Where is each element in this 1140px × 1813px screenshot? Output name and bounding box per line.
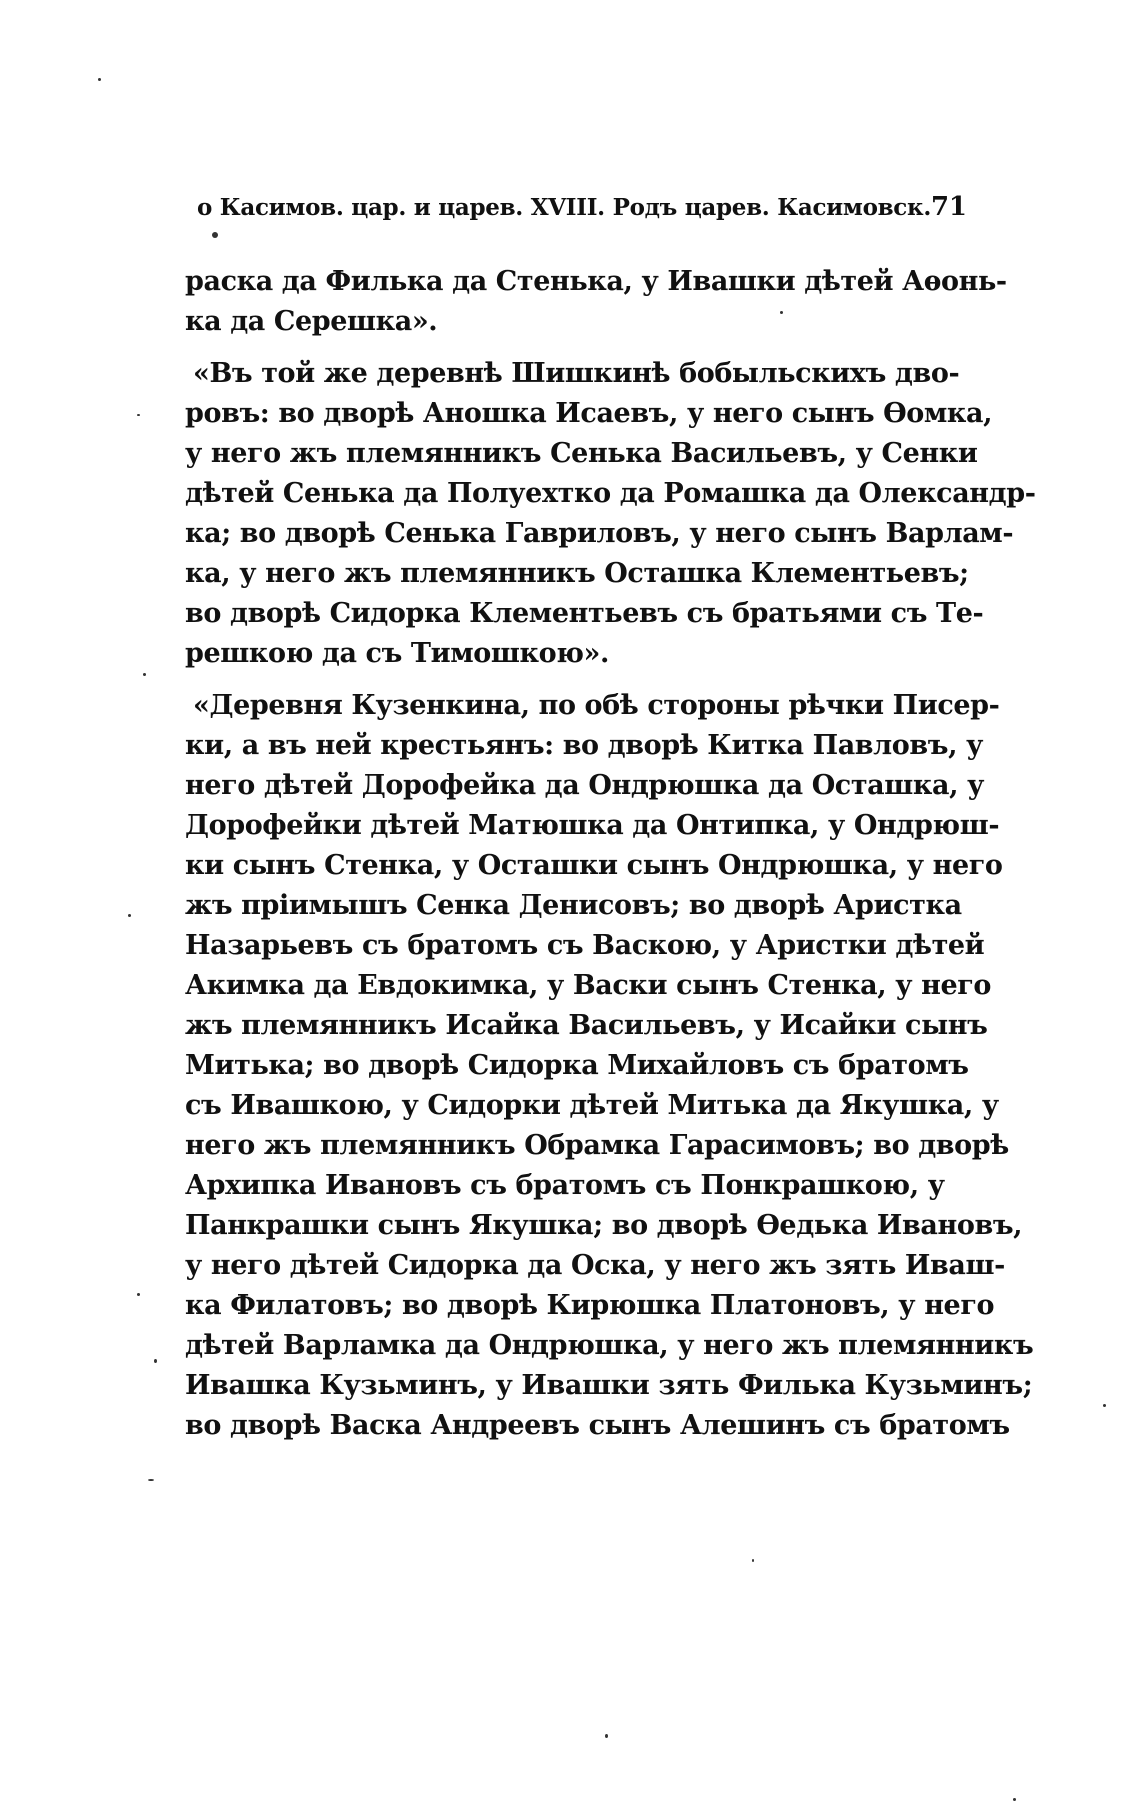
text-line: Архипка Ивановъ съ братомъ съ Понкрашкою, у xyxy=(185,1170,945,1201)
text-line: ка; во дворѣ Сенька Гавриловъ, у него сынъ Варлам- xyxy=(185,518,1014,549)
scan-speck xyxy=(137,1293,140,1296)
text-line: дѣтей Варламка да Ондрюшка, у него жъ племянникъ xyxy=(185,1330,1034,1361)
page-number: 71 xyxy=(931,192,967,222)
scan-speck xyxy=(1013,1798,1016,1801)
text-line: во дворѣ Сидорка Клементьевъ съ братьями съ Те- xyxy=(185,598,984,629)
text-line: Ивашка Кузьминъ, у Ивашки зять Филька Кузьминъ; xyxy=(185,1370,1033,1401)
text-line: раска да Филька да Стенька, у Ивашки дѣтей Аѳонь- xyxy=(185,266,1007,297)
text-line: него жъ племянникъ Обрамка Гарасимовъ; во дворѣ xyxy=(185,1130,1009,1161)
scan-speck xyxy=(128,914,131,917)
text-line: него дѣтей Дорофейка да Ондрюшка да Осташка, у xyxy=(185,770,984,801)
scan-speck xyxy=(137,414,140,416)
text-line: решкою да съ Тимошкою». xyxy=(185,638,609,669)
text-line: съ Ивашкою, у Сидорки дѣтей Митька да Якушка, у xyxy=(185,1090,999,1121)
text-line: Панкрашки сынъ Якушка; во дворѣ Ѳедька Ивановъ, xyxy=(185,1210,1023,1241)
scan-speck xyxy=(98,78,101,81)
text-line: дѣтей Сенька да Полуехтко да Ромашка да Олександр- xyxy=(185,478,1036,509)
text-line: жъ племянникъ Исайка Васильевъ, у Исайки сынъ xyxy=(185,1010,988,1041)
scan-speck xyxy=(148,1479,154,1481)
text-line: ка да Серешка». xyxy=(185,306,438,337)
text-line: ка, у него жъ племянникъ Осташка Клементьевъ; xyxy=(185,558,969,589)
scan-speck xyxy=(780,311,783,314)
scan-speck xyxy=(752,1559,754,1562)
scan-speck xyxy=(605,1734,608,1738)
text-line: ка Филатовъ; во дворѣ Кирюшка Платоновъ, у него xyxy=(185,1290,995,1321)
running-head-title: о Касимов. цар. и царев. XVIII. Родъ царев. Касимовск. xyxy=(197,194,932,221)
scan-speck xyxy=(1103,1404,1106,1407)
text-line: у него дѣтей Сидорка да Оска, у него жъ зять Иваш- xyxy=(185,1250,1005,1281)
text-line: ки, а въ ней крестьянъ: во дворѣ Китка Павловъ, у xyxy=(185,730,983,761)
text-line: во дворѣ Васка Андреевъ сынъ Алешинъ съ братомъ xyxy=(185,1410,1010,1441)
scan-speck xyxy=(212,232,218,238)
scan-speck xyxy=(154,1359,157,1363)
text-line: Митька; во дворѣ Сидорка Михайловъ съ братомъ xyxy=(185,1050,969,1081)
text-line: ровъ: во дворѣ Аношка Исаевъ, у него сынъ Ѳомка, xyxy=(185,398,993,429)
text-line: Акимка да Евдокимка, у Васки сынъ Стенка, у него xyxy=(185,970,992,1001)
body-text xyxy=(185,262,1036,1446)
text-line: «Деревня Кузенкина, по обѣ стороны рѣчки Писер- xyxy=(193,690,1000,721)
scan-speck xyxy=(143,673,146,676)
text-line: у него жъ племянникъ Сенька Васильевъ, у Сенки xyxy=(185,438,978,469)
text-line: «Въ той же деревнѣ Шишкинѣ бобыльскихъ дво- xyxy=(193,358,960,389)
running-head xyxy=(197,192,967,226)
text-line: жъ пріимышъ Сенка Денисовъ; во дворѣ Аристка xyxy=(185,890,962,921)
text-line: Дорофейки дѣтей Матюшка да Онтипка, у Ондрюш- xyxy=(185,810,1000,841)
text-line: ки сынъ Стенка, у Осташки сынъ Ондрюшка, у него xyxy=(185,850,1003,881)
text-line: Назарьевъ съ братомъ съ Васкою, у Аристки дѣтей xyxy=(185,930,985,961)
